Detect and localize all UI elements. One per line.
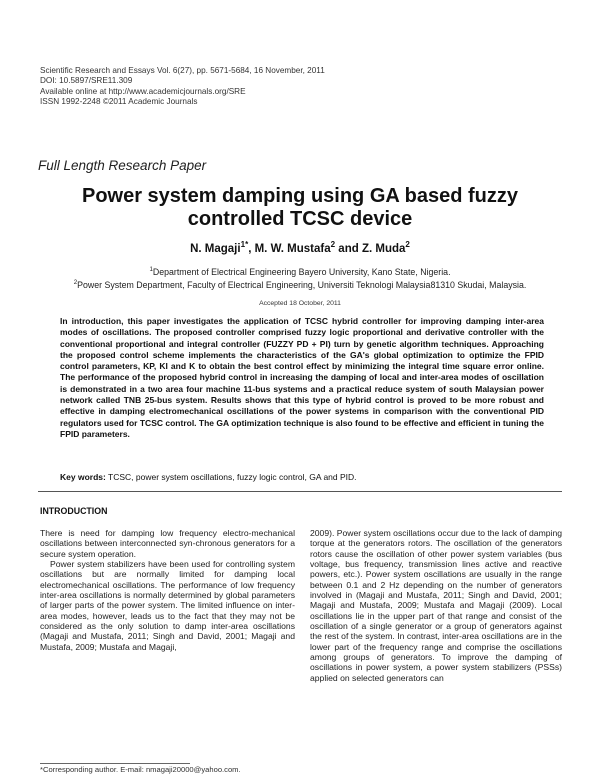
journal-header	[40, 66, 325, 108]
affiliation-1	[30, 266, 570, 277]
section-divider	[38, 491, 562, 492]
author-name: M. W. Mustafa	[254, 242, 331, 255]
paragraph: 2009). Power system oscillations occur due to the lack of damping torque at the generators rotors. The oscillation of the generators rotors cause the oscillation of other power system variables (bus voltage, bus frequency, transmission lines active and reactive powers, etc.). Power system oscillations are usually in the range between 0.1 and 2 Hz depending on the number of generators involved in (Magaji and Mustafa, 2011; Singh and David, 2001; Magaji and Mustafa, 2009; Mustafa and Magaji (2009). Local oscillations lie in the upper part of that range and consist of the oscillation of a single generator or a group of generators against the rest of the system. In contrast, inter-area oscillations are in the lower part of the frequency range and comprise the oscillations among groups of generators. To improve the damping of oscillations in power system, a power system stabilizers (PSSs) applied on selected generators can	[310, 528, 562, 683]
right-column	[310, 528, 562, 683]
accepted-date: Accepted 18 October, 2011	[259, 300, 341, 307]
affiliation-2	[30, 279, 570, 290]
author-affiliation-mark: 2	[330, 240, 336, 249]
affiliation-text: Department of Electrical Engineering Bayero University, Kano State, Nigeria.	[152, 266, 451, 277]
availability-line: Available online at http://www.academicjournals.org/SRE	[40, 86, 246, 96]
issn-line: ISSN 1992-2248 ©2011 Academic Journals	[40, 97, 198, 107]
affiliation-text: Power System Department, Faculty of Electrical Engineering, Universiti Teknologi Malaysia81310 Skudai, Malaysia.	[77, 279, 527, 290]
paper-title: Power system damping using GA based fuzzy controlled TCSC device	[81, 185, 518, 230]
paragraph: Power system stabilizers have been used for controlling system oscillations but are normally limited for damping local electromechanical oscillations. The performance of low frequency inter-area oscillations is normally determined by global parameters of larger parts of the power system. The limited influence on inter-area modes, however, leads us to the fact that they may not be considered as the only solution to damp inter-area oscillations (Magaji and Mustafa, 2011; Singh and David, 2001; Magaji and Mustafa, 2009; Mustafa and Magaji,	[40, 559, 295, 652]
affiliation-number: 2	[73, 279, 78, 286]
keywords	[60, 472, 544, 482]
corresponding-author-footnote: *Corresponding author. E-mail: nmagaji20000@yahoo.com.	[40, 765, 241, 774]
paper-type-label: Full Length Research Paper	[38, 158, 207, 173]
footnote-rule	[40, 763, 190, 764]
affiliation-number: 1	[149, 266, 153, 273]
author-name: N. Magaji	[190, 242, 241, 255]
paragraph: There is need for damping low frequency electro-mechanical oscillations between interconnected syn-chronous generators for a secure system operation.	[40, 528, 295, 559]
corresponding-mark: *	[245, 240, 249, 249]
author-separator: and	[335, 242, 362, 255]
author-list	[60, 240, 540, 255]
abstract: In introduction, this paper investigates the application of TCSC hybrid controller for improving damping inter-area modes of oscillations. The proposed controller comprised fuzzy logic proportional and derivative controller with the conventional proportional and integral controller (FUZZY PD + PI) turn by genetic algorithm techniques. Approaching the proposed control scheme implements the characteristics of the GA's global optimization to optimize the FPID control parameters, KP, KI and K to obtain the best control effect by minimizing the integral time square error online. The performance of the proposed hybrid control in increasing the damping of local and inter-area modes of oscillation is demonstrated in a two area four machine 11-bus systems and a practical reduce system of south Malaysian power network called TNB 25-bus system. Results shows that this type of hybrid control is proved to be more robust and effective in damping electromechanical oscillations of the power systems in comparison with the conventional PID regulators used for TCSC control. The GA optimization technique is also found to be effective and efficient in tuning the FPID parameters.	[60, 316, 544, 439]
author-affiliation-mark: 2	[405, 240, 410, 249]
keywords-text: TCSC, power system oscillations, fuzzy logic control, GA and PID.	[105, 472, 357, 482]
journal-citation: Scientific Research and Essays Vol. 6(27), pp. 5671-5684, 16 November, 2011	[40, 66, 325, 75]
left-column	[40, 528, 295, 652]
author-separator: ,	[248, 242, 255, 255]
author-affiliation-mark: 1	[240, 240, 246, 249]
author-name: Z. Muda	[361, 242, 406, 255]
introduction-heading: INTRODUCTION	[40, 506, 108, 516]
doi-line: DOI: 10.5897/SRE11.309	[40, 76, 133, 86]
keywords-label: Key words:	[60, 472, 106, 482]
